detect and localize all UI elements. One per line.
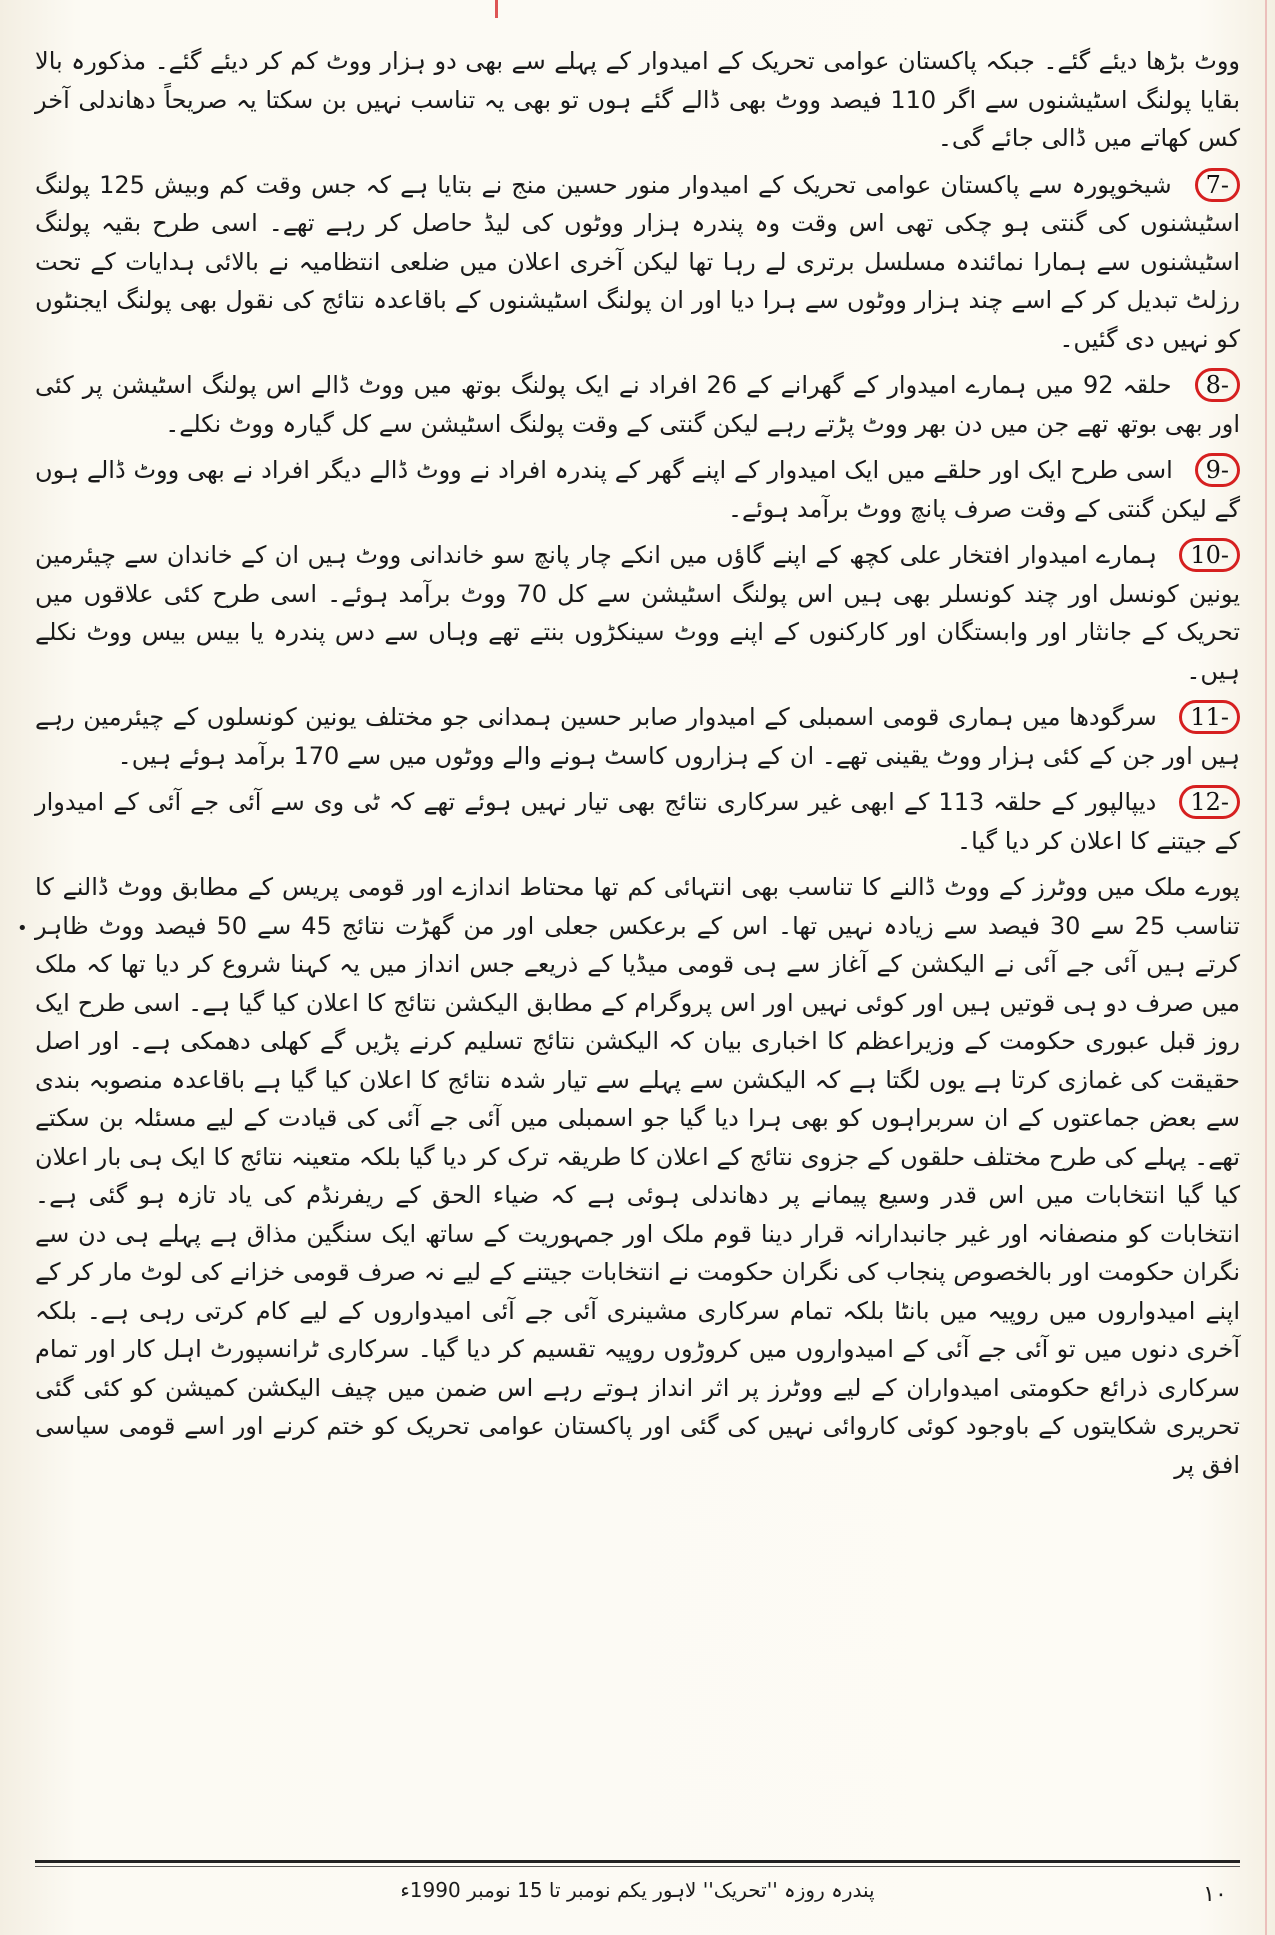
item-number-circled: 10- [1179, 538, 1240, 572]
paragraph-text: دیپالپور کے حلقہ 113 کے ابھی غیر سرکاری نتائج بھی تیار نہیں ہوئے تھے کہ ٹی وی سے آئی جے آئی کے امیدوار کے جیتنے کا اعلان کر دیا گیا۔ [35, 788, 1240, 855]
item-number-circled: 7- [1195, 168, 1240, 202]
list-item-12 [35, 783, 1240, 860]
list-item-9 [35, 451, 1240, 528]
paragraph-text: پورے ملک میں ووٹرز کے ووٹ ڈالنے کا تناسب بھی انتہائی کم تھا محتاط اندازے اور قومی پریس کے مطابق ووٹ ڈالنے کا تناسب 25 سے 30 فیصد سے زیادہ نہیں تھا۔ اس کے برعکس جعلی اور من گھڑت نتائج 45 سے 50 فیصد ووٹ ظاہر کرتے ہیں آئی جے آئی نے الیکشن کے آغاز سے ہی قومی میڈیا کے ذریعے جس انداز میں یہ کہنا شروع کر دیا تھا کہ ملک میں صرف دو ہی قوتیں ہیں اور کوئی نہیں اور اس پروگرام کے مطابق الیکشن نتائج کا اعلان کیا گیا ہے۔ اسی طرح ایک روز قبل عبوری حکومت کے وزیراعظم کا اخباری بیان کہ الیکشن نتائج تسلیم کرنے پڑیں گے کھلی دھمکی ہے۔ اور اصل حقیقت کی غمازی کرتا ہے یوں لگتا ہے کہ الیکشن سے پہلے سے تیار شدہ نتائج کا اعلان کیا گیا ہے باقاعدہ منصوبہ بندی سے بعض جماعتوں کے ان سربراہوں کو بھی ہرا دیا گیا جو اسمبلی میں آئی جے آئی کی قیادت کے لیے مسئلہ بن سکتے تھے۔ پہلے کی طرح مختلف حلقوں کے جزوی نتائج کے اعلان کا طریقہ ترک کر دیا گیا بلکہ متعینہ نتائج کا ایک ہی بار اعلان کیا گیا انتخابات میں اس قدر وسیع پیمانے پر دھاندلی ہوئی ہے کہ ضیاء الحق کے ریفرنڈم کی یاد تازہ ہو گئی ہے۔ انتخابات کو منصفانہ اور غیر جانبدارانہ قرار دینا قوم ملک اور جمہوریت کے ساتھ ایک سنگین مذاق ہے پہلے ہی دن سے نگران حکومت اور بالخصوص پنجاب کی نگران حکومت نے انتخابات جیتنے کے لیے نہ صرف قومی خزانے کی لوٹ مار کر کے اپنے امیدواروں میں روپیہ میں بانٹا بلکہ تمام سرکاری مشینری آئی جے آئی امیدواروں کے لیے کام کرتی رہی ہے۔ بلکہ آخری دنوں میں تو آئی جے آئی کے امیدواروں میں کروڑوں روپیہ تقسیم کر دیا گیا۔ سرکاری ٹرانسپورٹ اہل کار اور تمام سرکاری ذرائع حکومتی امیدواران کے لیے ووٹرز پر اثر انداز ہوتے رہے اس ضمن میں چیف الیکشن کمیشن کو کئی گئی تحریری شکایتوں کے باوجود کوئی کاروائی نہیں کی گئی اور پاکستان عوامی تحریک کو ختم کرنے اور اسے قومی سیاسی افق پر [35, 873, 1240, 1479]
margin-line [1265, 0, 1267, 1935]
item-number-circled: 8- [1195, 368, 1240, 402]
paragraph-text: شیخوپورہ سے پاکستان عوامی تحریک کے امیدوار منور حسین منج نے بتایا ہے کہ جس وقت کم وبیش 125 پولنگ اسٹیشنوں کی گنتی ہو چکی تھی اس وقت وہ پندرہ ہزار ووٹوں کی لیڈ حاصل کر رہے تھے۔ اسی طرح بقیہ پولنگ اسٹیشنوں سے ہمارا نمائندہ مسلسل برتری لے رہا تھا لیکن آخری اعلان میں ضلعی انتظامیہ نے بالائی ہدایات کے تحت رزلٹ تبدیل کر کے اسے چند ہزار ووٹوں سے ہرا دیا اور ان پولنگ اسٹیشنوں کے باقاعدہ نتائج کی نقول بھی پولنگ ایجنٹوں کو نہیں دی گئیں۔ [35, 170, 1240, 353]
paragraph-text: اسی طرح ایک اور حلقے میں ایک امیدوار کے اپنے گھر کے پندرہ افراد نے ووٹ ڈالے دیگر افراد نے بھی ووٹ ڈالے ہوں گے لیکن گنتی کے وقت صرف پانچ ووٹ برآمد ہوئے۔ [35, 456, 1240, 523]
paragraph-continuation [35, 42, 1240, 158]
paragraph-text: ہمارے امیدوار افتخار علی کچھ کے اپنے گاؤں میں انکے چار پانچ سو خاندانی ووٹ ہیں ان کے خاندان سے چیئرمین یونین کونسل اور چند کونسلر بھی ہیں اس پولنگ اسٹیشن سے کل 70 ووٹ برآمد ہوئے۔ اسی طرح کئی علاقوں میں تحریک کے جانثار اور وابستگان اور کارکنوں کے اپنے ووٹ سینکڑوں بنتے تھے وہاں سے دس پندرہ یا بیس بیس ووٹ نکلے ہیں۔ [35, 541, 1240, 685]
article-body [17, 42, 1241, 1492]
list-item-11 [35, 698, 1240, 775]
list-item-10 [35, 536, 1240, 690]
paragraph-text: ووٹ بڑھا دیئے گئے۔ جبکہ پاکستان عوامی تحریک کے امیدوار کے پہلے سے بھی دو ہزار ووٹ کم کر دیئے گئے۔ مذکورہ بالا بقایا پولنگ اسٹیشنوں سے اگر 110 فیصد ووٹ بھی ڈالے گئے ہوں تو بھی یہ تناسب نہیں بن سکتا یہ صریحاً دھاندلی آخر کس کھاتے میں ڈالی جائے گی۔ [35, 47, 1241, 152]
footer-rule [35, 1860, 1240, 1863]
list-item-8 [35, 366, 1240, 443]
bullet-mark: • [17, 918, 28, 939]
footer-publication: پندرہ روزہ ''تحریک'' لاہور یکم نومبر تا 15 نومبر 1990ء [400, 1878, 875, 1902]
paragraph-text: حلقہ 92 میں ہمارے امیدوار کے گھرانے کے 26 افراد نے ایک پولنگ بوتھ میں ووٹ ڈالے اس پولنگ اسٹیشن پر کئی اور بھی بوتھ تھے جن میں دن بھر ووٹ پڑتے رہے لیکن گنتی کے وقت پولنگ اسٹیشن سے کل گیارہ ووٹ نکلے۔ [35, 371, 1240, 438]
top-mark [495, 0, 498, 18]
list-item-7 [35, 166, 1240, 359]
footer-rule-thin [35, 1866, 1240, 1867]
item-number-circled: 9- [1195, 453, 1240, 487]
paragraph-summary [17, 868, 1240, 1484]
paragraph-text: سرگودھا میں ہماری قومی اسمبلی کے امیدوار صابر حسین ہمدانی جو مختلف یونین کونسلوں کے چیئرمین رہے ہیں اور جن کے کئی ہزار ووٹ یقینی تھے۔ ان کے ہزاروں کاسٹ ہونے والے ووٹوں میں سے 170 برآمد ہوئے ہیں۔ [35, 703, 1240, 770]
item-number-circled: 12- [1179, 785, 1240, 819]
page-number: ۱۰ [1203, 1882, 1227, 1907]
item-number-circled: 11- [1179, 700, 1240, 734]
